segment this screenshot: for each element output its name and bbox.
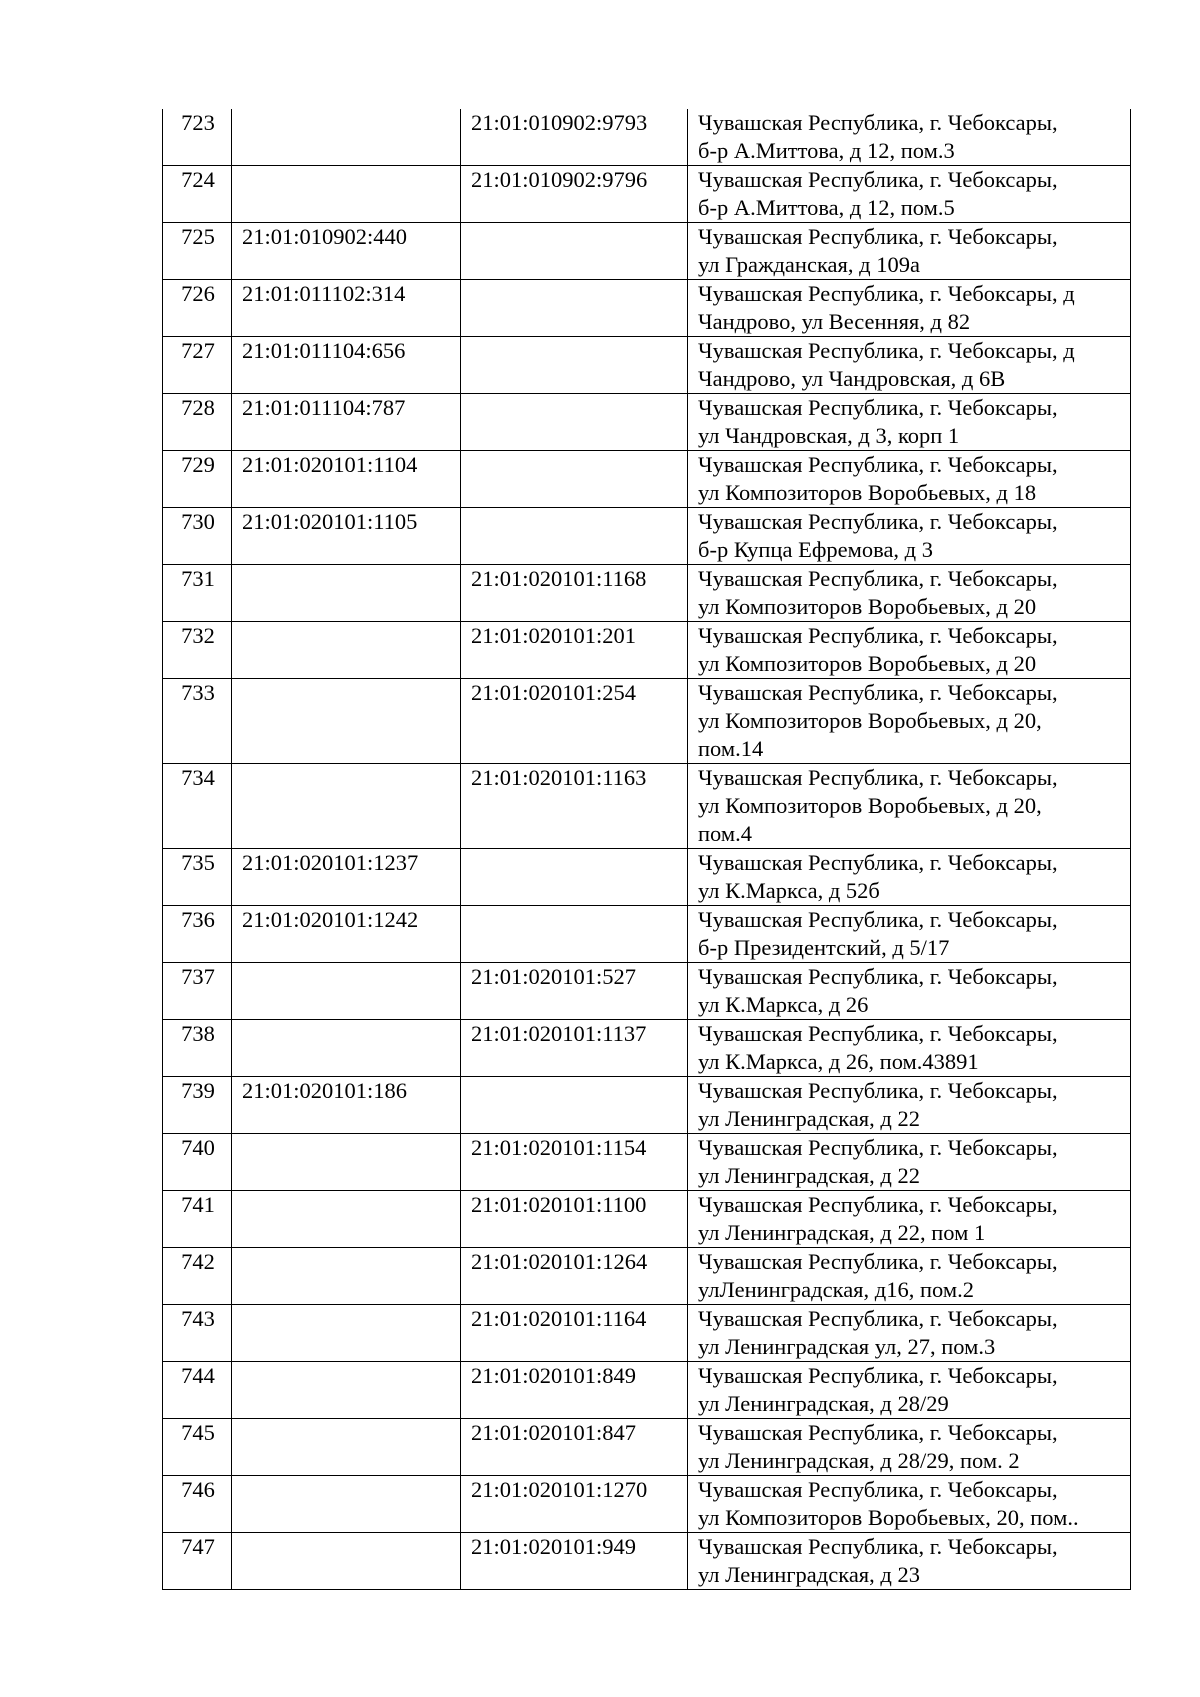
row-number-cell: 738 — [163, 1020, 232, 1077]
row-number-cell: 737 — [163, 963, 232, 1020]
table-row — [163, 109, 1131, 166]
row-number-cell: 733 — [163, 679, 232, 764]
building-cadastral-number-cell: 21:01:020101:847 — [461, 1419, 688, 1476]
building-cadastral-number-cell: 21:01:020101:1163 — [461, 764, 688, 849]
building-cadastral-number-cell: 21:01:020101:254 — [461, 679, 688, 764]
building-cadastral-number-cell — [461, 394, 688, 451]
building-cadastral-number-cell: 21:01:020101:1154 — [461, 1134, 688, 1191]
building-cadastral-number-cell — [461, 451, 688, 508]
land-cadastral-number-cell: 21:01:020101:1242 — [232, 906, 461, 963]
land-cadastral-number-cell — [232, 764, 461, 849]
address-cell: Чувашская Республика, г. Чебоксары, б-р Купца Ефремова, д 3 — [688, 508, 1131, 565]
table-row — [163, 223, 1131, 280]
land-cadastral-number-cell: 21:01:020101:1105 — [232, 508, 461, 565]
building-cadastral-number-cell: 21:01:020101:1270 — [461, 1476, 688, 1533]
row-number-cell: 746 — [163, 1476, 232, 1533]
land-cadastral-number-cell — [232, 622, 461, 679]
row-number-cell: 740 — [163, 1134, 232, 1191]
table-row — [163, 1476, 1131, 1533]
table-row — [163, 1362, 1131, 1419]
land-cadastral-number-cell: 21:01:020101:186 — [232, 1077, 461, 1134]
row-number-cell: 727 — [163, 337, 232, 394]
table-row — [163, 1305, 1131, 1362]
land-cadastral-number-cell — [232, 963, 461, 1020]
address-cell: Чувашская Республика, г. Чебоксары, б-р А.Миттова, д 12, пом.3 — [688, 109, 1131, 166]
table-row — [163, 508, 1131, 565]
row-number-cell: 731 — [163, 565, 232, 622]
address-cell: Чувашская Республика, г. Чебоксары, ул Композиторов Воробьевых, д 20 — [688, 565, 1131, 622]
address-cell: Чувашская Республика, г. Чебоксары, д Чандрово, ул Чандровская, д 6В — [688, 337, 1131, 394]
address-cell: Чувашская Республика, г. Чебоксары, ул Ленинградская ул, 27, пом.3 — [688, 1305, 1131, 1362]
table-row — [163, 963, 1131, 1020]
land-cadastral-number-cell: 21:01:011104:656 — [232, 337, 461, 394]
land-cadastral-number-cell — [232, 1191, 461, 1248]
table-row — [163, 280, 1131, 337]
building-cadastral-number-cell: 21:01:020101:1100 — [461, 1191, 688, 1248]
building-cadastral-number-cell: 21:01:010902:9793 — [461, 109, 688, 166]
address-cell: Чувашская Республика, г. Чебоксары, ул Ленинградская, д 28/29, пом. 2 — [688, 1419, 1131, 1476]
address-cell: Чувашская Республика, г. Чебоксары, ул Композиторов Воробьевых, д 18 — [688, 451, 1131, 508]
address-cell: Чувашская Республика, г. Чебоксары, ул Гражданская, д 109а — [688, 223, 1131, 280]
address-cell: Чувашская Республика, г. Чебоксары, улЛенинградская, д16, пом.2 — [688, 1248, 1131, 1305]
building-cadastral-number-cell: 21:01:020101:1137 — [461, 1020, 688, 1077]
property-registry-table — [162, 109, 1131, 1590]
row-number-cell: 736 — [163, 906, 232, 963]
building-cadastral-number-cell: 21:01:010902:9796 — [461, 166, 688, 223]
land-cadastral-number-cell — [232, 109, 461, 166]
table-row — [163, 906, 1131, 963]
row-number-cell: 729 — [163, 451, 232, 508]
table-row — [163, 622, 1131, 679]
address-cell: Чувашская Республика, г. Чебоксары, ул Композиторов Воробьевых, д 20, пом.4 — [688, 764, 1131, 849]
building-cadastral-number-cell: 21:01:020101:201 — [461, 622, 688, 679]
building-cadastral-number-cell: 21:01:020101:1168 — [461, 565, 688, 622]
table-row — [163, 451, 1131, 508]
table-row — [163, 394, 1131, 451]
land-cadastral-number-cell — [232, 1362, 461, 1419]
address-cell: Чувашская Республика, г. Чебоксары, ул Чандровская, д 3, корп 1 — [688, 394, 1131, 451]
building-cadastral-number-cell: 21:01:020101:1264 — [461, 1248, 688, 1305]
table-row — [163, 1419, 1131, 1476]
address-cell: Чувашская Республика, г. Чебоксары, д Чандрово, ул Весенняя, д 82 — [688, 280, 1131, 337]
building-cadastral-number-cell: 21:01:020101:527 — [461, 963, 688, 1020]
land-cadastral-number-cell — [232, 1020, 461, 1077]
address-cell: Чувашская Республика, г. Чебоксары, ул К.Маркса, д 26 — [688, 963, 1131, 1020]
table-row — [163, 1020, 1131, 1077]
building-cadastral-number-cell: 21:01:020101:849 — [461, 1362, 688, 1419]
address-cell: Чувашская Республика, г. Чебоксары, ул Ленинградская, д 23 — [688, 1533, 1131, 1590]
building-cadastral-number-cell: 21:01:020101:1164 — [461, 1305, 688, 1362]
land-cadastral-number-cell — [232, 679, 461, 764]
row-number-cell: 725 — [163, 223, 232, 280]
building-cadastral-number-cell — [461, 337, 688, 394]
address-cell: Чувашская Республика, г. Чебоксары, ул Ленинградская, д 22 — [688, 1077, 1131, 1134]
land-cadastral-number-cell: 21:01:010902:440 — [232, 223, 461, 280]
table-row — [163, 337, 1131, 394]
table-row — [163, 1134, 1131, 1191]
address-cell: Чувашская Республика, г. Чебоксары, б-р А.Миттова, д 12, пом.5 — [688, 166, 1131, 223]
land-cadastral-number-cell — [232, 166, 461, 223]
row-number-cell: 741 — [163, 1191, 232, 1248]
address-cell: Чувашская Республика, г. Чебоксары, ул Ленинградская, д 22 — [688, 1134, 1131, 1191]
table-row — [163, 565, 1131, 622]
building-cadastral-number-cell — [461, 508, 688, 565]
address-cell: Чувашская Республика, г. Чебоксары, б-р Президентский, д 5/17 — [688, 906, 1131, 963]
building-cadastral-number-cell — [461, 906, 688, 963]
row-number-cell: 730 — [163, 508, 232, 565]
building-cadastral-number-cell: 21:01:020101:949 — [461, 1533, 688, 1590]
land-cadastral-number-cell — [232, 1134, 461, 1191]
land-cadastral-number-cell — [232, 1248, 461, 1305]
table-row — [163, 1533, 1131, 1590]
row-number-cell: 726 — [163, 280, 232, 337]
table-row — [163, 679, 1131, 764]
row-number-cell: 735 — [163, 849, 232, 906]
row-number-cell: 724 — [163, 166, 232, 223]
building-cadastral-number-cell — [461, 849, 688, 906]
address-cell: Чувашская Республика, г. Чебоксары, ул Композиторов Воробьевых, д 20 — [688, 622, 1131, 679]
row-number-cell: 734 — [163, 764, 232, 849]
row-number-cell: 743 — [163, 1305, 232, 1362]
address-cell: Чувашская Республика, г. Чебоксары, ул Ленинградская, д 22, пом 1 — [688, 1191, 1131, 1248]
address-cell: Чувашская Республика, г. Чебоксары, ул К.Маркса, д 26, пом.43891 — [688, 1020, 1131, 1077]
table-row — [163, 166, 1131, 223]
address-cell: Чувашская Республика, г. Чебоксары, ул Ленинградская, д 28/29 — [688, 1362, 1131, 1419]
land-cadastral-number-cell: 21:01:020101:1237 — [232, 849, 461, 906]
table-row — [163, 1191, 1131, 1248]
table-row — [163, 849, 1131, 906]
land-cadastral-number-cell — [232, 565, 461, 622]
address-cell: Чувашская Республика, г. Чебоксары, ул К.Маркса, д 52б — [688, 849, 1131, 906]
registry-table-body — [163, 109, 1131, 1590]
table-row — [163, 1077, 1131, 1134]
row-number-cell: 728 — [163, 394, 232, 451]
row-number-cell: 732 — [163, 622, 232, 679]
land-cadastral-number-cell — [232, 1533, 461, 1590]
table-row — [163, 764, 1131, 849]
land-cadastral-number-cell: 21:01:020101:1104 — [232, 451, 461, 508]
building-cadastral-number-cell — [461, 280, 688, 337]
land-cadastral-number-cell — [232, 1419, 461, 1476]
row-number-cell: 739 — [163, 1077, 232, 1134]
address-cell: Чувашская Республика, г. Чебоксары, ул Композиторов Воробьевых, д 20, пом.14 — [688, 679, 1131, 764]
address-cell: Чувашская Республика, г. Чебоксары, ул Композиторов Воробьевых, 20, пом.. — [688, 1476, 1131, 1533]
row-number-cell: 723 — [163, 109, 232, 166]
building-cadastral-number-cell — [461, 1077, 688, 1134]
table-row — [163, 1248, 1131, 1305]
row-number-cell: 744 — [163, 1362, 232, 1419]
building-cadastral-number-cell — [461, 223, 688, 280]
row-number-cell: 742 — [163, 1248, 232, 1305]
land-cadastral-number-cell: 21:01:011102:314 — [232, 280, 461, 337]
land-cadastral-number-cell — [232, 1305, 461, 1362]
land-cadastral-number-cell — [232, 1476, 461, 1533]
row-number-cell: 747 — [163, 1533, 232, 1590]
land-cadastral-number-cell: 21:01:011104:787 — [232, 394, 461, 451]
row-number-cell: 745 — [163, 1419, 232, 1476]
